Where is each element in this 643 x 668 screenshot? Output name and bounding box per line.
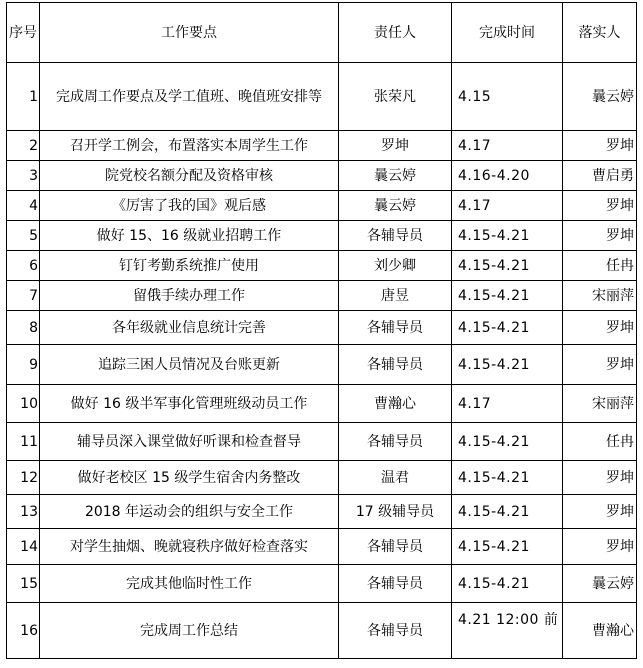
table-row: [7, 385, 637, 423]
header-row: [7, 3, 637, 63]
row-number-text: 7: [29, 287, 38, 304]
row-number-text: 4: [29, 197, 38, 214]
time-cell-text: 4.15-4.21: [458, 575, 530, 592]
header-task: 工作要点: [40, 3, 339, 63]
row-number: [7, 345, 40, 385]
row-number: [7, 221, 40, 251]
person-cell-text: 刘少卿: [374, 257, 416, 274]
owner-cell: [563, 251, 637, 281]
person-cell: [339, 461, 452, 495]
owner-cell: [563, 63, 637, 131]
row-number: [7, 385, 40, 423]
time-cell-text: 4.15-4.21: [458, 319, 530, 336]
time-cell-text: 4.15-4.21: [458, 469, 530, 486]
person-cell: [339, 191, 452, 221]
task-cell: [40, 281, 339, 311]
owner-cell: [563, 221, 637, 251]
person-cell: [339, 131, 452, 161]
time-cell: [452, 423, 563, 461]
row-number-text: 3: [29, 167, 38, 184]
time-cell-text: 4.17: [458, 197, 492, 214]
time-cell: [452, 385, 563, 423]
task-cell: [40, 161, 339, 191]
table-row: [7, 161, 637, 191]
time-cell: [452, 161, 563, 191]
table-row: [7, 191, 637, 221]
owner-cell-text: 宋丽萍: [592, 287, 634, 304]
time-cell-text: 4.17: [458, 395, 492, 412]
person-cell-text: 温君: [381, 469, 409, 486]
owner-cell-text: 曩云婷: [592, 88, 634, 105]
time-cell: [452, 221, 563, 251]
owner-cell-text: 罗坤: [606, 319, 634, 336]
person-cell-text: 各辅导员: [367, 227, 423, 244]
owner-cell-text: 罗坤: [606, 197, 634, 214]
row-number-text: 11: [20, 433, 38, 450]
owner-cell: [563, 161, 637, 191]
owner-cell: [563, 495, 637, 529]
owner-cell-text: 罗坤: [606, 137, 634, 154]
owner-cell: [563, 131, 637, 161]
row-number: [7, 603, 40, 659]
owner-cell-text: 宋丽萍: [592, 395, 634, 412]
time-cell: [452, 251, 563, 281]
time-cell-text: 4.15-4.21: [458, 227, 530, 244]
time-cell: [452, 345, 563, 385]
table-row: [7, 131, 637, 161]
time-cell-text: 4.21 12:00 前: [458, 612, 559, 628]
person-cell: [339, 385, 452, 423]
task-cell: [40, 565, 339, 603]
time-cell: [452, 63, 563, 131]
time-cell-text: 4.15-4.21: [458, 433, 530, 450]
task-cell-text: 做好老校区 15 级学生宿舍内务整改: [77, 469, 301, 486]
person-cell: [339, 221, 452, 251]
weekly-work-table: [6, 2, 637, 659]
person-cell: [339, 63, 452, 131]
task-cell-text: 2018 年运动会的组织与安全工作: [84, 503, 294, 520]
owner-cell-text: 罗坤: [606, 356, 634, 373]
person-cell-text: 曩云婷: [374, 197, 416, 214]
task-cell-text: 追踪三困人员情况及台账更新: [98, 356, 280, 373]
task-cell-text: 钉钉考勤系统推广使用: [119, 257, 259, 274]
time-cell-text: 4.15-4.21: [458, 503, 530, 520]
owner-cell: [563, 385, 637, 423]
header-person: 责任人: [339, 3, 452, 63]
owner-cell-text: 曹瀚心: [592, 622, 634, 639]
task-cell-text: 院党校名额分配及资格审核: [105, 167, 273, 184]
task-cell-text: 召开学工例会，布置落实本周学生工作: [70, 137, 308, 154]
table-row: [7, 311, 637, 345]
person-cell: [339, 311, 452, 345]
person-cell-text: 各辅导员: [367, 575, 423, 592]
owner-cell-text: 罗坤: [606, 503, 634, 520]
person-cell-text: 各辅导员: [367, 319, 423, 336]
table-row: [7, 221, 637, 251]
row-number-text: 12: [20, 469, 38, 486]
time-cell-text: 4.16-4.20: [458, 167, 530, 184]
header-time: 完成时间: [452, 3, 563, 63]
time-cell: [452, 131, 563, 161]
table-row: [7, 565, 637, 603]
row-number: [7, 191, 40, 221]
owner-cell-text: 罗坤: [606, 538, 634, 555]
task-cell-text: 做好 15、16 级就业招聘工作: [96, 227, 282, 244]
owner-cell: [563, 529, 637, 565]
task-cell: [40, 385, 339, 423]
owner-cell: [563, 603, 637, 659]
row-number: [7, 565, 40, 603]
time-cell: [452, 311, 563, 345]
task-cell-text: 对学生抽烟、晚就寝秩序做好检查落实: [70, 538, 308, 555]
table-row: [7, 423, 637, 461]
owner-cell: [563, 423, 637, 461]
person-cell: [339, 251, 452, 281]
task-cell-text: 完成其他临时性工作: [126, 575, 252, 592]
person-cell-text: 曹瀚心: [374, 395, 416, 412]
owner-cell: [563, 565, 637, 603]
time-cell: [452, 191, 563, 221]
owner-cell: [563, 191, 637, 221]
person-cell-text: 唐昱: [381, 287, 409, 304]
owner-cell: [563, 461, 637, 495]
person-cell: [339, 495, 452, 529]
time-cell: [452, 461, 563, 495]
task-cell: [40, 461, 339, 495]
row-number-text: 16: [20, 622, 38, 639]
time-cell-text: 4.17: [458, 137, 492, 154]
owner-cell: [563, 345, 637, 385]
time-cell: [452, 565, 563, 603]
task-cell: [40, 191, 339, 221]
row-number: [7, 461, 40, 495]
header-seq: 序号: [7, 3, 40, 63]
task-cell: [40, 423, 339, 461]
row-number-text: 15: [20, 575, 38, 592]
person-cell-text: 曩云婷: [374, 167, 416, 184]
row-number: [7, 281, 40, 311]
time-cell: [452, 281, 563, 311]
task-cell: [40, 311, 339, 345]
person-cell: [339, 603, 452, 659]
task-cell: [40, 495, 339, 529]
task-cell-text: 完成周工作要点及学工值班、晚值班安排等: [56, 88, 322, 105]
row-number-text: 9: [29, 356, 38, 373]
person-cell-text: 17 级辅导员: [355, 503, 435, 520]
row-number: [7, 311, 40, 345]
person-cell-text: 各辅导员: [367, 356, 423, 373]
table-row: [7, 281, 637, 311]
row-number: [7, 63, 40, 131]
row-number-text: 14: [20, 538, 38, 555]
owner-cell-text: 曩云婷: [592, 575, 634, 592]
task-cell: [40, 529, 339, 565]
row-number: [7, 161, 40, 191]
person-cell-text: 各辅导员: [367, 622, 423, 639]
row-number-text: 1: [29, 88, 38, 105]
person-cell: [339, 281, 452, 311]
task-cell: [40, 221, 339, 251]
row-number-text: 6: [29, 257, 38, 274]
row-number: [7, 423, 40, 461]
task-cell: [40, 131, 339, 161]
table-row: [7, 63, 637, 131]
owner-cell-text: 罗坤: [606, 469, 634, 486]
row-number: [7, 131, 40, 161]
time-cell-text: 4.15: [458, 88, 492, 105]
owner-cell: [563, 311, 637, 345]
header-owner: 落实人: [563, 3, 637, 63]
table-row: [7, 345, 637, 385]
owner-cell-text: 曹启勇: [592, 167, 634, 184]
row-number: [7, 251, 40, 281]
row-number-text: 8: [29, 319, 38, 336]
person-cell-text: 张荣凡: [374, 88, 416, 105]
row-number-text: 10: [20, 395, 38, 412]
time-cell: [452, 529, 563, 565]
row-number-text: 13: [20, 503, 38, 520]
owner-cell-text: 任冉: [606, 433, 634, 450]
task-cell: [40, 345, 339, 385]
task-cell-text: 辅导员深入课堂做好听课和检查督导: [77, 433, 301, 450]
task-cell: [40, 603, 339, 659]
time-cell: [452, 495, 563, 529]
table-row: [7, 603, 637, 659]
owner-cell: [563, 281, 637, 311]
time-cell-text: 4.15-4.21: [458, 356, 530, 373]
task-cell: [40, 63, 339, 131]
task-cell-text: 完成周工作总结: [140, 622, 238, 639]
owner-cell-text: 罗坤: [606, 227, 634, 244]
table-row: [7, 251, 637, 281]
time-cell: [452, 603, 563, 659]
row-number: [7, 495, 40, 529]
row-number-text: 5: [29, 227, 38, 244]
time-cell-text: 4.15-4.21: [458, 257, 530, 274]
task-cell-text: 《厉害了我的国》观后感: [112, 197, 266, 214]
time-cell-text: 4.15-4.21: [458, 538, 530, 555]
task-cell: [40, 251, 339, 281]
person-cell-text: 各辅导员: [367, 433, 423, 450]
owner-cell-text: 任冉: [606, 257, 634, 274]
person-cell: [339, 423, 452, 461]
person-cell: [339, 345, 452, 385]
row-number-text: 2: [29, 137, 38, 154]
table-row: [7, 495, 637, 529]
task-cell-text: 各年级就业信息统计完善: [112, 319, 266, 336]
person-cell: [339, 565, 452, 603]
person-cell-text: 各辅导员: [367, 538, 423, 555]
row-number: [7, 529, 40, 565]
person-cell: [339, 161, 452, 191]
time-cell-text: 4.15-4.21: [458, 287, 530, 304]
table-row: [7, 529, 637, 565]
task-cell-text: 留俄手续办理工作: [133, 287, 245, 304]
person-cell-text: 罗坤: [381, 137, 409, 154]
task-cell-text: 做好 16 级半军事化管理班级动员工作: [70, 395, 308, 412]
person-cell: [339, 529, 452, 565]
table-row: [7, 461, 637, 495]
